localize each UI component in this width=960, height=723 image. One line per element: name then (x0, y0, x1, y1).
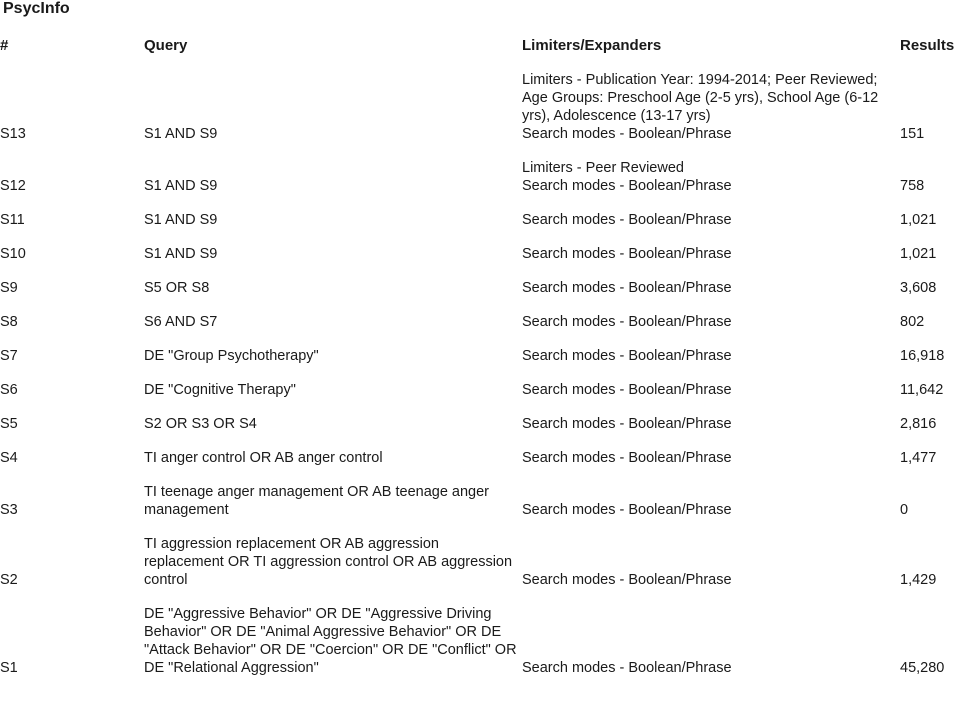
search-query: DE "Cognitive Therapy" (144, 382, 296, 398)
search-limiters (522, 71, 900, 143)
search-number: S12 (0, 178, 26, 194)
header-results: Results (900, 37, 955, 54)
search-history-table (0, 37, 960, 677)
search-limiters (522, 245, 900, 263)
search-number: S5 (0, 416, 18, 432)
search-number: S9 (0, 280, 18, 296)
table-row (0, 159, 960, 195)
search-number: S10 (0, 246, 26, 262)
result-count: 2,816 (900, 416, 937, 432)
search-mode: Search modes - Boolean/Phrase (522, 246, 732, 262)
table-row (0, 347, 960, 365)
search-query: S1 AND S9 (144, 126, 218, 142)
search-mode: Search modes - Boolean/Phrase (522, 416, 732, 432)
row-spacer (0, 195, 960, 211)
row-spacer (0, 263, 960, 279)
search-query: S6 AND S7 (144, 314, 218, 330)
search-mode: Search modes - Boolean/Phrase (522, 660, 732, 676)
search-query: S1 AND S9 (144, 212, 218, 228)
row-spacer (0, 589, 960, 605)
search-limiters (522, 483, 900, 519)
search-mode: Search modes - Boolean/Phrase (522, 502, 732, 518)
row-spacer (0, 331, 960, 347)
search-number: S6 (0, 382, 18, 398)
search-limiters (522, 347, 900, 365)
search-mode: Search modes - Boolean/Phrase (522, 450, 732, 466)
header-number: # (0, 37, 9, 54)
table-row (0, 605, 960, 677)
table-row (0, 245, 960, 263)
search-mode: Search modes - Boolean/Phrase (522, 382, 732, 398)
result-count: 45,280 (900, 660, 945, 676)
search-number: S8 (0, 314, 18, 330)
search-number: S7 (0, 348, 18, 364)
search-number: S13 (0, 126, 26, 142)
search-number: S3 (0, 502, 18, 518)
search-mode: Search modes - Boolean/Phrase (522, 178, 732, 194)
row-spacer (0, 297, 960, 313)
table-row (0, 211, 960, 229)
result-count: 758 (900, 178, 925, 194)
limiters-detail: Limiters - Peer Reviewed (522, 160, 684, 176)
search-mode: Search modes - Boolean/Phrase (522, 126, 732, 142)
search-mode: Search modes - Boolean/Phrase (522, 572, 732, 588)
row-spacer (0, 229, 960, 245)
search-limiters (522, 313, 900, 331)
search-limiters (522, 449, 900, 467)
limiters-detail: Limiters - Publication Year: 1994-2014; Peer Reviewed; Age Groups: Preschool Age (2-5 yrs), School Age (6-12 yrs), Adolescence (13-17 yrs) (522, 72, 879, 124)
search-query: TI aggression replacement OR AB aggression replacement OR TI aggression control OR AB aggression control (144, 536, 513, 588)
search-query: DE "Group Psychotherapy" (144, 348, 319, 364)
search-limiters (522, 605, 900, 677)
search-limiters (522, 535, 900, 589)
search-number: S11 (0, 212, 25, 228)
result-count: 0 (900, 502, 909, 518)
result-count: 1,477 (900, 450, 937, 466)
result-count: 3,608 (900, 280, 937, 296)
result-count: 1,021 (900, 246, 937, 262)
table-row (0, 279, 960, 297)
header-query: Query (144, 37, 188, 54)
row-spacer (0, 467, 960, 483)
search-query: S5 OR S8 (144, 280, 210, 296)
table-row (0, 449, 960, 467)
search-query: S1 AND S9 (144, 246, 218, 262)
result-count: 11,642 (900, 382, 944, 398)
row-spacer (0, 143, 960, 159)
row-spacer (0, 433, 960, 449)
table-body (0, 57, 960, 677)
search-query: S1 AND S9 (144, 178, 218, 194)
header-limiters: Limiters/Expanders (522, 37, 662, 54)
search-limiters (522, 211, 900, 229)
table-row (0, 535, 960, 589)
table-header-row (0, 37, 960, 57)
search-mode: Search modes - Boolean/Phrase (522, 348, 732, 364)
row-spacer (0, 519, 960, 535)
search-number: S2 (0, 572, 18, 588)
row-spacer (0, 399, 960, 415)
row-spacer (0, 365, 960, 381)
search-number: S1 (0, 660, 18, 676)
search-mode: Search modes - Boolean/Phrase (522, 280, 732, 296)
table-row (0, 313, 960, 331)
table-row (0, 415, 960, 433)
search-limiters (522, 415, 900, 433)
search-limiters (522, 381, 900, 399)
search-query: TI teenage anger management OR AB teenage anger management (144, 484, 490, 518)
table-row (0, 483, 960, 519)
search-limiters (522, 159, 900, 195)
result-count: 1,021 (900, 212, 937, 228)
search-query: DE "Aggressive Behavior" OR DE "Aggressive Driving Behavior" OR DE "Animal Aggressive Behavior" OR DE "Attack Behavior" OR DE "Coercion" OR DE "Conflict" OR DE "Relational Aggression" (144, 606, 517, 676)
result-count: 16,918 (900, 348, 945, 364)
page-title: PsycInfo (3, 0, 70, 17)
search-mode: Search modes - Boolean/Phrase (522, 212, 732, 228)
table-row (0, 381, 960, 399)
table-row (0, 71, 960, 143)
search-number: S4 (0, 450, 18, 466)
search-limiters (522, 279, 900, 297)
search-mode: Search modes - Boolean/Phrase (522, 314, 732, 330)
result-count: 802 (900, 314, 925, 330)
search-query: TI anger control OR AB anger control (144, 450, 383, 466)
result-count: 151 (900, 126, 925, 142)
search-query: S2 OR S3 OR S4 (144, 416, 257, 432)
result-count: 1,429 (900, 572, 937, 588)
